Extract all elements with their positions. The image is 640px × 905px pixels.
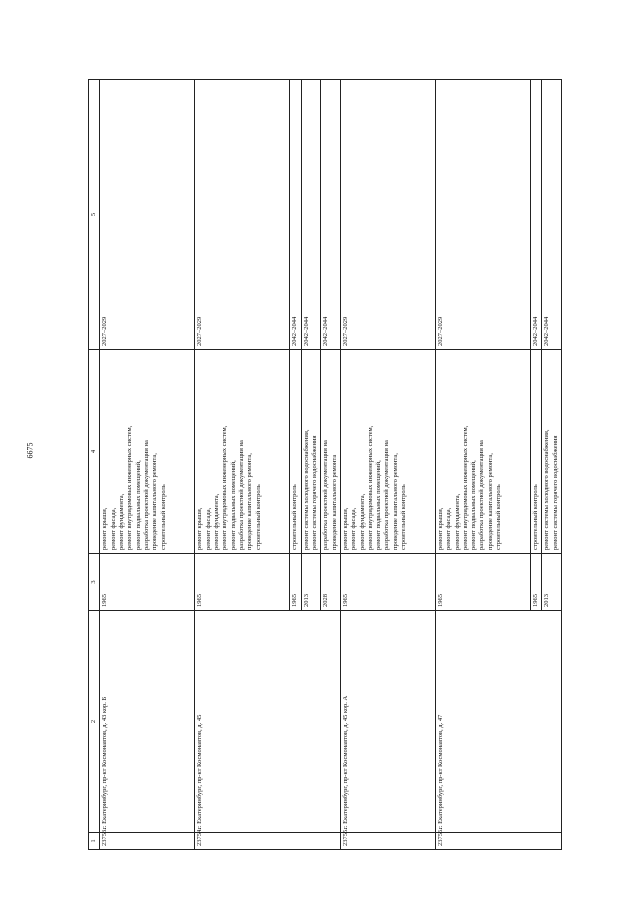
- work-item: ремонт внутридомовых инженерных систем,: [461, 425, 469, 550]
- work-item: разработка проектной документации на: [237, 440, 245, 550]
- year-cell: 1965: [290, 554, 301, 611]
- work-item: ремонт системы холодного водоснабжения,: [543, 429, 551, 550]
- work-item: строительный контроль: [400, 484, 408, 550]
- work-item: ремонт фасада,: [204, 507, 212, 550]
- works-cell: [435, 350, 530, 554]
- work-item: строительный контроль: [254, 484, 262, 550]
- year-cell: 1965: [100, 554, 195, 611]
- work-item: ремонт фундамента,: [453, 493, 461, 550]
- period-cell: 2027–2029: [100, 80, 195, 350]
- work-item: ремонт подвальных помещений,: [470, 460, 478, 550]
- work-item: разработка проектной документации на: [322, 440, 330, 550]
- work-item: проведение капитального ремонта,: [151, 453, 159, 550]
- work-item: строительный контроль: [531, 484, 539, 550]
- work-item: разработка проектной документации на: [142, 440, 150, 550]
- work-item: ремонт подвальных помещений,: [229, 460, 237, 550]
- address-cell: г. Екатеринбург, пр-кт Космонавтов, д. 47: [435, 611, 561, 833]
- work-item: проведение капитального ремонта,: [391, 453, 399, 550]
- work-item: разработка проектной документации на: [383, 440, 391, 550]
- work-item: ремонт фундамента,: [117, 493, 125, 550]
- works-cell: [542, 350, 562, 554]
- work-item: строительный контроль: [159, 484, 167, 550]
- period-cell: 2027–2029: [195, 80, 290, 350]
- page-number-text: 6675: [25, 442, 35, 459]
- period-cell: 2042–2044: [290, 80, 301, 350]
- work-item: ремонт крыши,: [436, 507, 444, 550]
- work-item: ремонт крыши,: [196, 507, 204, 550]
- table-header-row: [89, 80, 100, 850]
- year-cell: 2013: [301, 554, 321, 611]
- row-number-cell: 23756.: [435, 833, 561, 850]
- work-item: строительный контроль: [291, 484, 299, 550]
- column-header: 5: [89, 80, 100, 350]
- address-cell: г. Екатеринбург, пр-кт Космонавтов, д. 45 кор. А: [340, 611, 435, 833]
- address-cell: г. Екатеринбург, пр-кт Космонавтов, д. 45: [195, 611, 341, 833]
- work-item: ремонт крыши,: [341, 507, 349, 550]
- work-item: ремонт системы холодного водоснабжения,: [302, 429, 310, 550]
- year-cell: 1965: [195, 554, 290, 611]
- year-cell: 1965: [530, 554, 541, 611]
- period-cell: 2042–2044: [321, 80, 341, 350]
- work-item: строительный контроль: [495, 484, 503, 550]
- work-item: ремонт системы горячего водоснабжения: [551, 435, 559, 550]
- page-number: [0, 0, 35, 459]
- works-cell: [301, 350, 321, 554]
- period-cell: 2042–2044: [542, 80, 562, 350]
- year-cell: 2013: [542, 554, 562, 611]
- table-row: [340, 80, 435, 850]
- work-item: разработка проектной документации на: [478, 440, 486, 550]
- work-item: ремонт фундамента,: [212, 493, 220, 550]
- year-cell: 1965: [435, 554, 530, 611]
- column-header: 2: [89, 611, 100, 833]
- rotated-table-container: [88, 80, 602, 850]
- table-row: [435, 80, 530, 850]
- period-cell: 2042–2044: [530, 80, 541, 350]
- period-cell: 2027–2029: [340, 80, 435, 350]
- work-item: ремонт внутридомовых инженерных систем,: [126, 425, 134, 550]
- column-header: 1: [89, 833, 100, 850]
- row-number-cell: 23755.: [340, 833, 435, 850]
- table-body: [100, 80, 562, 850]
- work-item: ремонт системы горячего водоснабжения: [310, 435, 318, 550]
- table-row: [100, 80, 195, 850]
- period-cell: 2027–2029: [435, 80, 530, 350]
- column-header: 3: [89, 554, 100, 611]
- table-row: [195, 80, 290, 850]
- work-item: проведение капитального ремонта: [330, 454, 338, 550]
- work-item: проведение капитального ремонта,: [246, 453, 254, 550]
- work-item: ремонт внутридомовых инженерных систем,: [221, 425, 229, 550]
- works-cell: [195, 350, 290, 554]
- period-cell: 2042–2044: [301, 80, 321, 350]
- work-item: ремонт фундамента,: [358, 493, 366, 550]
- work-item: ремонт подвальных помещений,: [375, 460, 383, 550]
- works-cell: [530, 350, 541, 554]
- year-cell: 2028: [321, 554, 341, 611]
- works-cell: [290, 350, 301, 554]
- column-header: 4: [89, 350, 100, 554]
- repair-schedule-table: [88, 79, 562, 850]
- row-number-cell: 23753.: [100, 833, 195, 850]
- works-cell: [100, 350, 195, 554]
- work-item: ремонт фасада,: [109, 507, 117, 550]
- works-cell: [321, 350, 341, 554]
- work-item: ремонт фасада,: [445, 507, 453, 550]
- work-item: ремонт внутридомовых инженерных систем,: [366, 425, 374, 550]
- year-cell: 1965: [340, 554, 435, 611]
- work-item: ремонт подвальных помещений,: [134, 460, 142, 550]
- work-item: ремонт крыши,: [101, 507, 109, 550]
- address-cell: г. Екатеринбург, пр-кт Космонавтов, д. 43 кор. Б: [100, 611, 195, 833]
- works-cell: [340, 350, 435, 554]
- work-item: ремонт фасада,: [350, 507, 358, 550]
- row-number-cell: 23754.: [195, 833, 341, 850]
- work-item: проведение капитального ремонта,: [486, 453, 494, 550]
